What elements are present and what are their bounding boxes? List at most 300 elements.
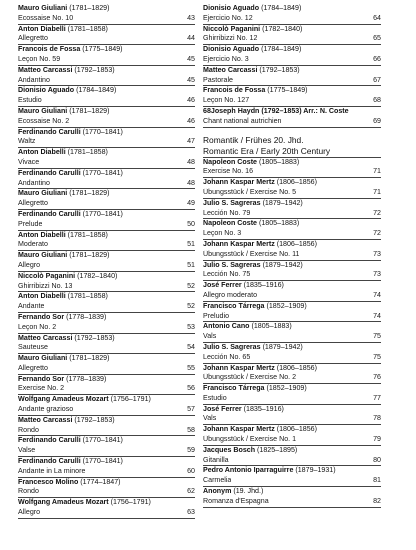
entry-title: Andante grazioso (18, 405, 74, 414)
composer-lifespan: (1806–1856) (276, 363, 317, 372)
entry-page-number: 64 (373, 13, 381, 22)
composer-name: Anton Diabelli (18, 24, 66, 33)
entry-title: Übungsstück / Exercise No. 5 (203, 187, 297, 196)
entry-title: Exercise No. 2 (18, 384, 65, 393)
toc-entry (18, 25, 195, 46)
composer-name: Jacques Bosch (203, 445, 256, 454)
toc-entry (18, 231, 195, 252)
composer-lifespan: (1770–1841) (82, 127, 123, 136)
toc-entry (18, 436, 195, 457)
toc-entry (203, 302, 381, 323)
entry-title: Prelude (18, 219, 43, 228)
toc-entry (18, 498, 195, 519)
entry-page-number: 63 (187, 508, 195, 517)
entry-work (18, 323, 195, 334)
entry-work (18, 405, 195, 416)
entry-work (203, 14, 381, 25)
composer-name: Francisco Tárrega (203, 301, 265, 310)
composer-name: Francisco Tárrega (203, 384, 265, 393)
composer-lifespan: (1770–1841) (82, 209, 123, 218)
entry-page-number: 52 (187, 302, 195, 311)
composer-lifespan: (1805–1883) (251, 322, 292, 331)
entry-composer (203, 261, 381, 271)
composer-name: Johann Kaspar Mertz (203, 425, 275, 434)
composer-name: Dionisio Aguado (18, 86, 75, 95)
toc-entry (18, 45, 195, 66)
entry-work (18, 508, 195, 519)
entry-page-number: 54 (187, 343, 195, 352)
toc-entry (203, 343, 381, 364)
entry-composer (203, 4, 381, 14)
toc-entry (203, 261, 381, 282)
entry-composer (18, 128, 195, 138)
toc-entry (18, 375, 195, 396)
composer-name: Antonio Cano (203, 322, 250, 331)
composer-name: Anton Diabelli (18, 148, 66, 157)
entry-work (203, 497, 381, 508)
entry-page-number: 79 (373, 435, 381, 444)
entry-page-number: 43 (187, 13, 195, 22)
entry-composer (18, 313, 195, 323)
entry-composer (203, 302, 381, 312)
entry-page-number: 74 (373, 290, 381, 299)
entry-title: Rondo (18, 425, 39, 434)
section-title-de: Romantik / Frühes 20. Jhd. (203, 134, 304, 145)
entry-work (203, 76, 381, 87)
entry-composer (18, 231, 195, 241)
composer-name: Ferdinando Carulli (18, 209, 81, 218)
entry-page-number: 51 (187, 240, 195, 249)
composer-lifespan: (1835–1916) (243, 404, 284, 413)
composer-lifespan: (1852–1909) (266, 384, 307, 393)
entry-work (203, 373, 381, 384)
composer-name: José Ferrer (203, 404, 242, 413)
entry-composer (18, 292, 195, 302)
composer-lifespan: (1775–1849) (267, 86, 308, 95)
entry-title: Ecossaise No. 2 (18, 116, 70, 125)
entry-page-number: 55 (187, 363, 195, 372)
composer-name: Mauro Giuliani (18, 189, 68, 198)
entry-work (18, 343, 195, 354)
composer-lifespan: (1756–1791) (110, 498, 151, 507)
toc-entry (18, 189, 195, 210)
entry-work (203, 34, 381, 45)
entry-composer (18, 148, 195, 158)
composer-lifespan: (1852–1909) (266, 301, 307, 310)
entry-page-number: 50 (187, 219, 195, 228)
entry-composer (18, 107, 195, 117)
entry-work (203, 167, 381, 178)
toc-entry (203, 107, 381, 128)
entry-work (203, 250, 381, 261)
composer-name: Anonym (203, 487, 232, 496)
toc-entry (203, 281, 381, 302)
entry-composer (203, 240, 381, 250)
toc-entry (18, 128, 195, 149)
entry-title: Ghirribizzi No. 12 (203, 34, 258, 43)
entry-page-number: 80 (373, 455, 381, 464)
toc-entry (18, 334, 195, 355)
entry-title: Übungsstück / Exercise No. 1 (203, 435, 297, 444)
entry-composer (18, 210, 195, 220)
toc-entry (18, 169, 195, 190)
composer-name: Francois de Fossa (18, 45, 81, 54)
composer-lifespan: (1778–1839) (66, 312, 107, 321)
entry-page-number: 75 (373, 332, 381, 341)
entry-title: Übungsstück / Exercise No. 11 (203, 249, 300, 258)
entry-work (203, 96, 381, 107)
composer-lifespan: (1781–1829) (69, 4, 110, 12)
composer-lifespan: (1805–1883) (258, 219, 300, 228)
composer-lifespan: (1770–1841) (82, 457, 123, 466)
entry-title: Lección No. 79 (203, 208, 251, 217)
entry-composer (18, 25, 195, 35)
entry-composer (203, 281, 381, 291)
composer-lifespan: (1781–1858) (67, 292, 108, 301)
toc-entry (18, 66, 195, 87)
entry-page-number: 57 (187, 405, 195, 414)
composer-lifespan: (1792–1853) (74, 333, 115, 342)
toc-entry (18, 478, 195, 499)
entry-title: Exercise No. 16 (203, 167, 254, 176)
composer-name: Matteo Carcassi (18, 333, 73, 342)
toc-entry (203, 86, 381, 107)
composer-name: Napoleon Coste (203, 157, 257, 166)
entry-composer (18, 498, 195, 508)
composer-name: Julio S. Sagreras (203, 198, 261, 207)
entry-title: Allegro (18, 260, 41, 269)
entry-title: Estudio (203, 393, 227, 402)
composer-lifespan: (1805–1883) (258, 157, 300, 166)
composer-lifespan: (1784–1849) (261, 4, 302, 12)
entry-page-number: 78 (373, 414, 381, 423)
composer-lifespan: (1774–1847) (80, 477, 121, 486)
section-heading (203, 135, 381, 158)
entry-work (203, 414, 381, 425)
entry-work (203, 312, 381, 323)
toc-entry (18, 86, 195, 107)
entry-work (203, 394, 381, 405)
entry-composer (18, 66, 195, 76)
entry-title: Vals (203, 332, 217, 341)
composer-name: Ferdinando Carulli (18, 127, 81, 136)
composer-lifespan: (1781–1858) (67, 230, 108, 239)
entry-composer (203, 343, 381, 353)
entry-title: Lección No. 75 (203, 270, 251, 279)
entry-composer (18, 416, 195, 426)
toc-entry (203, 199, 381, 220)
composer-name: Matteo Carcassi (203, 65, 258, 74)
entry-page-number: 47 (187, 137, 195, 146)
entry-page-number: 44 (187, 34, 195, 43)
entry-title: Leçon No. 127 (203, 96, 250, 105)
composer-name: Julio S. Sagreras (203, 260, 261, 269)
entry-page-number: 65 (373, 34, 381, 43)
composer-name: Niccolò Paganini (18, 271, 76, 280)
composer-lifespan: (1782–1840) (77, 271, 118, 280)
entry-page-number: 72 (373, 208, 381, 217)
toc-entry (203, 66, 381, 87)
entry-title: Ghirribizzi No. 13 (18, 281, 73, 290)
entry-page-number: 48 (187, 157, 195, 166)
entry-composer (18, 436, 195, 446)
entry-page-number: 73 (373, 270, 381, 279)
entry-page-number: 74 (373, 311, 381, 320)
entry-title: Leçon No. 59 (18, 54, 61, 63)
toc-entry (18, 107, 195, 128)
composer-lifespan: (1778–1839) (66, 374, 107, 383)
entry-page-number: 60 (187, 466, 195, 475)
toc-left-column (18, 4, 195, 519)
entry-page-number: 71 (373, 187, 381, 196)
entry-composer (203, 466, 381, 476)
composer-lifespan: (1792–1853) (74, 65, 115, 74)
toc-entry (18, 313, 195, 334)
entry-title: Carmelia (203, 476, 232, 485)
composer-lifespan: (1781–1829) (69, 106, 110, 115)
toc-entry (203, 322, 381, 343)
composer-lifespan: (1756–1791) (110, 395, 151, 404)
entry-title: Valse (18, 446, 36, 455)
composer-lifespan: (1781–1829) (69, 189, 110, 198)
toc-entry (203, 364, 381, 385)
entry-work (18, 55, 195, 66)
entry-work (203, 188, 381, 199)
entry-title: Übungsstück / Exercise No. 2 (203, 373, 297, 382)
entry-work (18, 34, 195, 45)
composer-name: Anton Diabelli (18, 292, 66, 301)
entry-composer (203, 384, 381, 394)
composer-name: Francois de Fossa (203, 86, 266, 95)
composer-lifespan: (1770–1841) (82, 168, 123, 177)
entry-page-number: 51 (187, 260, 195, 269)
entry-title: Ejercicio No. 12 (203, 13, 253, 22)
toc-entry (18, 210, 195, 231)
composer-name: Fernando Sor (18, 312, 65, 321)
entry-work (203, 353, 381, 364)
composer-lifespan: (19. Jhd.) (233, 487, 264, 496)
composer-lifespan: (1781–1858) (67, 148, 108, 157)
entry-title: Allegretto (18, 34, 48, 43)
entry-page-number: 46 (187, 116, 195, 125)
entry-composer: 68Joseph Haydn (1792–1853) Arr.: N. Coste (203, 106, 349, 115)
entry-work (18, 426, 195, 437)
composer-lifespan: (1770–1841) (82, 436, 123, 445)
toc-entry (203, 45, 381, 66)
entry-composer (203, 322, 381, 332)
entry-composer (203, 25, 381, 35)
composer-lifespan: (1792–1853) (259, 65, 300, 74)
toc-entry (18, 148, 195, 169)
entry-title: Preludio (203, 311, 230, 320)
toc-entry (203, 405, 381, 426)
entry-title: Andantino (18, 178, 50, 187)
entry-composer (203, 487, 381, 497)
entry-work (18, 96, 195, 107)
composer-name: Wolfgang Amadeus Mozart (18, 498, 109, 507)
composer-lifespan: (1879–1942) (262, 342, 303, 351)
entry-title: Leçon No. 2 (18, 322, 57, 331)
entry-page-number: 56 (187, 384, 195, 393)
composer-name: Dionisio Aguado (203, 4, 260, 12)
entry-page-number: 58 (187, 425, 195, 434)
composer-name: José Ferrer (203, 281, 242, 290)
entry-work (203, 476, 381, 487)
entry-page-number: 48 (187, 178, 195, 187)
toc-entry (203, 25, 381, 46)
toc-entry (203, 4, 381, 25)
entry-work (203, 229, 381, 240)
toc-entry (18, 395, 195, 416)
entry-page-number: 69 (373, 116, 381, 125)
composer-name: Niccolò Paganini (203, 24, 261, 33)
entry-title: Chant national autrichien (203, 116, 282, 125)
entry-title: Waltz (18, 137, 36, 146)
composer-lifespan: (1781–1858) (67, 24, 108, 33)
entry-work (18, 467, 195, 478)
entry-title: Allegretto (18, 199, 48, 208)
toc-entry (18, 354, 195, 375)
entry-page-number: 75 (373, 352, 381, 361)
entry-composer (18, 395, 195, 405)
toc-entry (18, 457, 195, 478)
entry-page-number: 72 (373, 229, 381, 238)
composer-lifespan: (1784–1849) (76, 86, 117, 95)
entry-work (18, 220, 195, 231)
entry-composer (203, 86, 381, 96)
toc-entry (203, 487, 381, 508)
entry-work (203, 55, 381, 66)
entry-title: Ejercicio No. 3 (203, 54, 249, 63)
entry-title: Ecossaise No. 10 (18, 13, 74, 22)
toc-entry (203, 384, 381, 405)
entry-work (18, 487, 195, 498)
entry-composer (18, 251, 195, 261)
composer-name: Pedro Antonio Iparraguirre (203, 466, 294, 475)
composer-name: Wolfgang Amadeus Mozart (18, 395, 109, 404)
entry-page-number: 59 (187, 446, 195, 455)
entry-page-number: 71 (373, 167, 381, 176)
toc-entry (203, 466, 381, 487)
entry-title: Moderato (18, 240, 48, 249)
entry-work (18, 364, 195, 375)
entry-title: Allegro moderato (203, 290, 258, 299)
entry-work (203, 270, 381, 281)
entry-work (18, 261, 195, 272)
composer-lifespan: (1782–1840) (262, 24, 303, 33)
composer-name: Matteo Carcassi (18, 65, 73, 74)
composer-name: Mauro Giuliani (18, 106, 68, 115)
entry-work (18, 76, 195, 87)
entry-title: Vivace (18, 157, 40, 166)
composer-name: Francesco Molino (18, 477, 79, 486)
entry-work (203, 209, 381, 220)
entry-composer (18, 272, 195, 282)
entry-page-number: 67 (373, 75, 381, 84)
entry-work (203, 117, 381, 128)
composer-name: Julio S. Sagreras (203, 342, 261, 351)
composer-lifespan: (1879–1942) (262, 198, 303, 207)
composer-lifespan: (1781–1829) (69, 354, 110, 363)
entry-page-number: 82 (373, 496, 381, 505)
entry-work (203, 435, 381, 446)
entry-work (18, 14, 195, 25)
entry-composer (203, 199, 381, 209)
toc-entry (18, 416, 195, 437)
composer-name: Ferdinando Carulli (18, 457, 81, 466)
entry-page-number: 66 (373, 54, 381, 63)
entry-composer (18, 45, 195, 55)
entry-title: Vals (203, 414, 217, 423)
composer-lifespan: (1879–1931) (295, 466, 336, 475)
entry-composer (18, 354, 195, 364)
toc-entry (18, 4, 195, 25)
composer-lifespan: (1825–1895) (257, 445, 298, 454)
entry-page-number: 73 (373, 249, 381, 258)
toc-entry (18, 272, 195, 293)
entry-title: Allegretto (18, 363, 48, 372)
toc-entry (203, 446, 381, 467)
toc-entry (203, 219, 381, 240)
composer-name: Anton Diabelli (18, 230, 66, 239)
entry-work (18, 302, 195, 313)
entry-composer (203, 219, 381, 229)
entry-work (18, 199, 195, 210)
composer-lifespan: (1835–1916) (243, 281, 284, 290)
toc-entry (203, 425, 381, 446)
entry-page-number: 81 (373, 476, 381, 485)
entry-page-number: 45 (187, 75, 195, 84)
entry-composer (203, 425, 381, 435)
entry-page-number: 45 (187, 54, 195, 63)
composer-name: Johann Kaspar Mertz (203, 363, 275, 372)
composer-name: Ferdinando Carulli (18, 436, 81, 445)
entry-work (18, 137, 195, 148)
composer-name: Mauro Giuliani (18, 251, 68, 260)
composer-name: Napoleon Coste (203, 219, 257, 228)
entry-work (18, 282, 195, 293)
composer-name: Matteo Carcassi (18, 415, 73, 424)
composer-lifespan: (1792–1853) (74, 415, 115, 424)
entry-title: Andante in La minore (18, 466, 86, 475)
composer-lifespan: (1781–1829) (69, 251, 110, 260)
entry-work (18, 240, 195, 251)
entry-work (203, 291, 381, 302)
entry-page-number: 68 (373, 96, 381, 105)
entry-page-number: 49 (187, 199, 195, 208)
entry-work (203, 456, 381, 467)
composer-name: Johann Kaspar Mertz (203, 239, 275, 248)
entry-title: Leçon No. 3 (203, 229, 242, 238)
entry-composer (18, 169, 195, 179)
entry-composer (18, 189, 195, 199)
composer-name: Ferdinando Carulli (18, 168, 81, 177)
composer-lifespan: (1775–1849) (82, 45, 123, 54)
entry-composer (18, 478, 195, 488)
composer-name: Mauro Giuliani (18, 4, 68, 12)
entry-page-number: 77 (373, 393, 381, 402)
entry-composer (18, 4, 195, 14)
composer-name: Dionisio Aguado (203, 45, 260, 54)
composer-name: Fernando Sor (18, 374, 65, 383)
entry-page-number: 76 (373, 373, 381, 382)
entry-work (203, 332, 381, 343)
entry-composer (203, 364, 381, 374)
entry-work (18, 179, 195, 190)
entry-work (18, 384, 195, 395)
toc-right-column (203, 4, 381, 508)
entry-composer (203, 178, 381, 188)
